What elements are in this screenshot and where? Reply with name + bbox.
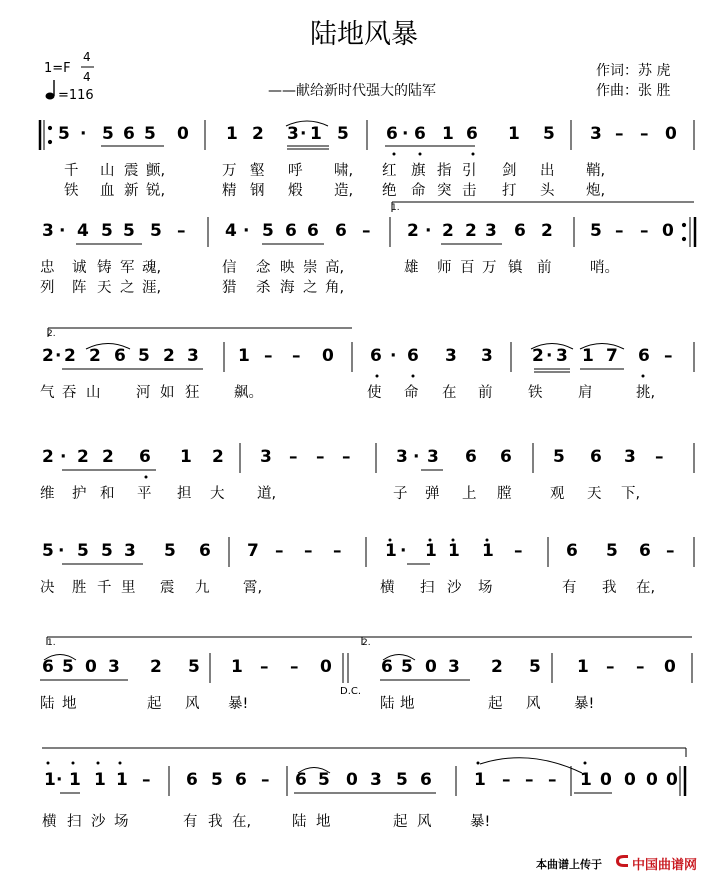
note: –	[260, 657, 269, 677]
lyric: 师	[437, 260, 452, 276]
lyric: 红	[382, 163, 397, 179]
note: 2	[541, 221, 553, 241]
note: 1	[69, 770, 81, 790]
lyric: 陆	[40, 696, 55, 712]
lyric: 钢	[250, 183, 265, 199]
lyric: 锐,	[146, 183, 166, 199]
lyric: 挑,	[636, 385, 656, 401]
lyric: 百	[460, 260, 475, 276]
lyric: 我	[602, 580, 617, 596]
note: 1	[425, 541, 437, 561]
lyric: 大	[210, 486, 225, 502]
lyric: 造,	[334, 183, 354, 199]
lyric: 指	[437, 163, 452, 179]
note-dot: ·	[56, 770, 63, 790]
lyric: 旗	[411, 163, 426, 179]
lyric: 军	[120, 260, 135, 276]
lyric: 有	[183, 814, 198, 830]
lyric: 阵	[72, 280, 87, 296]
lyric: 天	[587, 486, 602, 502]
lyric: 气	[40, 385, 55, 401]
note: 2	[465, 221, 477, 241]
lyric: 诚	[72, 260, 87, 276]
note: 2	[212, 447, 224, 467]
lyric: 平	[137, 486, 152, 502]
note: 1	[231, 657, 243, 677]
lyric: 镇	[508, 260, 523, 276]
note: 2	[77, 447, 89, 467]
lyric: 地	[316, 814, 331, 830]
lyric: 横	[380, 580, 395, 596]
lyric: 海	[280, 280, 295, 296]
lyric: 高,	[325, 260, 345, 276]
footer-site-logo[interactable]: 中国曲谱网	[632, 858, 698, 873]
lyric: 沙	[447, 580, 462, 596]
note: 1	[582, 346, 594, 366]
lyric: 扫	[420, 580, 435, 596]
lyric: 肩	[578, 385, 593, 401]
note: 3	[481, 346, 493, 366]
da-capo-mark: D.C.	[340, 686, 362, 697]
lyric: 命	[411, 183, 426, 199]
note-dot: ·	[400, 541, 407, 561]
note: 1	[580, 770, 592, 790]
lyric: 突	[437, 183, 452, 199]
note: –	[292, 346, 301, 366]
note: 6	[235, 770, 247, 790]
note: 6	[639, 541, 651, 561]
note: 6	[465, 447, 477, 467]
note: 3	[396, 447, 408, 467]
lyric: 角,	[325, 280, 345, 296]
note: 6	[335, 221, 347, 241]
note: 3	[260, 447, 272, 467]
lyric: 万	[482, 260, 497, 276]
note: 3	[42, 221, 54, 241]
lyric: 猎	[222, 280, 237, 296]
lyric: 铁	[64, 183, 79, 199]
note: 6	[114, 346, 126, 366]
lyric: 绝	[382, 183, 397, 199]
lyric: 起	[393, 814, 408, 830]
note: 5	[102, 124, 114, 144]
note: 6	[500, 447, 512, 467]
lyric: 煅	[288, 183, 303, 199]
note: 6	[514, 221, 526, 241]
note: 1	[442, 124, 454, 144]
note-dot: ·	[300, 124, 307, 144]
note: 6	[466, 124, 478, 144]
note: –	[289, 447, 298, 467]
note: 0	[177, 124, 189, 144]
note: –	[640, 124, 649, 144]
note: –	[333, 541, 342, 561]
note: 6	[285, 221, 297, 241]
note: –	[640, 221, 649, 241]
note: 6	[590, 447, 602, 467]
note: 5	[211, 770, 223, 790]
note-dot: ·	[60, 447, 67, 467]
lyric: 崇	[303, 260, 318, 276]
lyric: 横	[42, 814, 57, 830]
volta-1-label-line6: 1.	[47, 638, 56, 648]
footer-uploaded-text: 本曲谱上传于	[536, 858, 602, 871]
note: –	[615, 221, 624, 241]
song-title: 陆地风暴	[310, 19, 418, 50]
note: –	[342, 447, 351, 467]
note: 1	[226, 124, 238, 144]
note: 5	[58, 124, 70, 144]
note: 5	[164, 541, 176, 561]
note: 0	[320, 657, 332, 677]
lyric: 决	[40, 580, 55, 596]
note: 5	[553, 447, 565, 467]
note: 2	[163, 346, 175, 366]
note-dot: ·	[546, 346, 553, 366]
lyric: 忠	[40, 260, 55, 276]
lyric: 引	[462, 163, 477, 179]
lyric: 我	[208, 814, 223, 830]
lyric: 护	[72, 486, 87, 502]
lyric: 出	[540, 163, 555, 179]
lyric: 胜	[72, 580, 87, 596]
volta-1-label: 1.	[391, 203, 400, 213]
note: 4	[225, 221, 237, 241]
note: 6	[381, 657, 393, 677]
note: 2	[150, 657, 162, 677]
lyric: 有	[562, 580, 577, 596]
lyric: 雄	[404, 260, 419, 276]
note: 1	[577, 657, 589, 677]
lyric: 暴!	[228, 696, 249, 712]
note: 2	[252, 124, 264, 144]
note-dot: ·	[80, 124, 87, 144]
note: 3	[370, 770, 382, 790]
dedication: ——献给新时代强大的陆军	[268, 83, 436, 99]
lyric: 地	[400, 696, 415, 712]
lyricist: 作词：苏 虎	[596, 63, 671, 79]
lyric: 打	[502, 183, 517, 199]
lyric: 九	[195, 580, 210, 596]
note: 3	[485, 221, 497, 241]
note: 1	[310, 124, 322, 144]
note: 6	[414, 124, 426, 144]
note: 5	[318, 770, 330, 790]
note: 5	[138, 346, 150, 366]
lyric: 映	[280, 260, 295, 276]
note: 0	[665, 124, 677, 144]
note: 2	[407, 221, 419, 241]
note: 5	[529, 657, 541, 677]
note: 0	[346, 770, 358, 790]
lyric: 啸,	[334, 163, 354, 179]
note-dot: ·	[243, 221, 250, 241]
lyric: 道,	[257, 486, 277, 502]
lyric: 前	[478, 385, 493, 401]
note: 3	[590, 124, 602, 144]
note: 5	[42, 541, 54, 561]
lyric: 铸	[97, 260, 112, 276]
lyric: 下,	[621, 486, 641, 502]
note: 6	[420, 770, 432, 790]
note: 6	[139, 447, 151, 467]
note: 2	[532, 346, 544, 366]
note: –	[514, 541, 523, 561]
lyric: 风	[185, 696, 200, 712]
site-logo-icon	[614, 853, 630, 867]
note: –	[606, 657, 615, 677]
note: 5	[262, 221, 274, 241]
lyric: 在,	[636, 580, 656, 596]
lyric: 魂,	[142, 260, 162, 276]
tempo-marking: =116	[58, 88, 94, 103]
note: –	[275, 541, 284, 561]
note-dot: ·	[402, 124, 409, 144]
lyric: 山	[86, 385, 101, 401]
lyric: 担	[177, 486, 192, 502]
lyric: 天	[97, 280, 112, 296]
note: 2	[442, 221, 454, 241]
note: –	[290, 657, 299, 677]
volta-2-label-line6: 2.	[362, 638, 371, 648]
note: 0	[666, 770, 678, 790]
note: 5	[101, 221, 113, 241]
note: 0	[85, 657, 97, 677]
lyric: 前	[537, 260, 552, 276]
note: 5	[606, 541, 618, 561]
lyric: 和	[100, 486, 115, 502]
lyric: 陆	[380, 696, 395, 712]
lyric: 维	[40, 486, 55, 502]
lyric: 呼	[288, 163, 303, 179]
note: –	[304, 541, 313, 561]
time-signature-bottom: 4	[83, 70, 91, 84]
lyric: 弹	[425, 486, 440, 502]
note: –	[548, 770, 557, 790]
lyric: 风	[526, 696, 541, 712]
note-dot: ·	[55, 346, 62, 366]
lyric: 震	[124, 163, 139, 179]
lyric: 吞	[62, 385, 77, 401]
note: 2	[491, 657, 503, 677]
note: 7	[606, 346, 618, 366]
note: 1	[94, 770, 106, 790]
note: 3	[124, 541, 136, 561]
note: 2	[64, 346, 76, 366]
note: 0	[664, 657, 676, 677]
lyric: 陆	[292, 814, 307, 830]
lyric: 震	[160, 580, 175, 596]
lyric: 观	[550, 486, 565, 502]
note: 0	[425, 657, 437, 677]
note: 5	[62, 657, 74, 677]
note: 2	[42, 346, 54, 366]
note: 5	[77, 541, 89, 561]
note: 5	[150, 221, 162, 241]
note: 5	[188, 657, 200, 677]
lyric: 万	[222, 163, 237, 179]
note: 1	[116, 770, 128, 790]
note: 5	[101, 541, 113, 561]
note: 5	[543, 124, 555, 144]
note: –	[502, 770, 511, 790]
lyric: 霄,	[243, 580, 263, 596]
note: 1	[448, 541, 460, 561]
lyric: 沙	[91, 814, 106, 830]
note-dot: ·	[58, 541, 65, 561]
lyric: 命	[404, 385, 419, 401]
note: –	[666, 541, 675, 561]
note: 3	[556, 346, 568, 366]
note: 3	[624, 447, 636, 467]
note: 7	[247, 541, 259, 561]
lyric: 之	[120, 280, 135, 296]
key-signature: 1=F	[44, 61, 71, 76]
note: 1	[482, 541, 494, 561]
note: 1	[44, 770, 56, 790]
note: 6	[370, 346, 382, 366]
note: 5	[123, 221, 135, 241]
lyric: 扫	[67, 814, 82, 830]
note: 1	[474, 770, 486, 790]
note: 5	[401, 657, 413, 677]
note: 6	[199, 541, 211, 561]
lyric: 场	[478, 580, 493, 596]
note: 6	[295, 770, 307, 790]
note: –	[362, 221, 371, 241]
lyric: 涯,	[142, 280, 162, 296]
lyric: 起	[488, 696, 503, 712]
lyric: 杀	[256, 280, 271, 296]
quarter-note-icon	[46, 93, 54, 99]
note: –	[177, 221, 186, 241]
lyric: 列	[40, 280, 55, 296]
note: 0	[646, 770, 658, 790]
lyric: 击	[462, 183, 477, 199]
lyric: 在	[442, 385, 457, 401]
note: –	[525, 770, 534, 790]
lyric: 起	[147, 696, 162, 712]
lyric: 膛	[497, 486, 512, 502]
note: 0	[322, 346, 334, 366]
lyric: 剑	[502, 163, 517, 179]
note: 6	[186, 770, 198, 790]
lyric: 铁	[528, 385, 543, 401]
lyric: 暴!	[470, 814, 491, 830]
note: 3	[187, 346, 199, 366]
note-dot: ·	[59, 221, 66, 241]
lyric: 山	[100, 163, 115, 179]
note: 6	[386, 124, 398, 144]
lyric: 河	[136, 385, 151, 401]
note: 5	[396, 770, 408, 790]
lyric: 之	[303, 280, 318, 296]
lyric: 暴!	[574, 696, 595, 712]
lyric: 飙。	[234, 385, 263, 401]
note: 5	[590, 221, 602, 241]
note: 1	[508, 124, 520, 144]
note: 2	[42, 447, 54, 467]
note-dot: ·	[425, 221, 432, 241]
note: –	[655, 447, 664, 467]
note: 6	[566, 541, 578, 561]
lyric: 念	[256, 260, 271, 276]
lyric: 哨。	[590, 260, 619, 276]
lyric: 头	[540, 183, 555, 199]
lyric: 千	[97, 580, 112, 596]
lyric: 炮,	[586, 183, 606, 199]
composer: 作曲：张 胜	[596, 83, 671, 99]
note: –	[636, 657, 645, 677]
note: 2	[102, 447, 114, 467]
note: 3	[108, 657, 120, 677]
note: 6	[123, 124, 135, 144]
lyric: 鞘,	[586, 163, 606, 179]
lyric: 场	[114, 814, 129, 830]
note: 3	[448, 657, 460, 677]
lyric: 地	[62, 696, 77, 712]
note: 0	[662, 221, 674, 241]
note: 6	[638, 346, 650, 366]
lyric: 颤,	[146, 163, 166, 179]
note: –	[142, 770, 151, 790]
lyric: 狂	[185, 385, 200, 401]
lyric: 壑	[250, 163, 265, 179]
note: 0	[600, 770, 612, 790]
lyric: 子	[393, 486, 408, 502]
note: –	[615, 124, 624, 144]
note: –	[261, 770, 270, 790]
note: 3	[445, 346, 457, 366]
note: 6	[42, 657, 54, 677]
lyric: 里	[121, 580, 136, 596]
note: 1	[180, 447, 192, 467]
note: 5	[144, 124, 156, 144]
lyric: 上	[462, 486, 477, 502]
note: 3	[427, 447, 439, 467]
note-dot: ·	[390, 346, 397, 366]
lyric: 精	[222, 183, 237, 199]
lyric: 血	[100, 183, 115, 199]
note: 1	[385, 541, 397, 561]
note: –	[316, 447, 325, 467]
lyric: 使	[367, 385, 382, 401]
note: 6	[407, 346, 419, 366]
note: 1	[238, 346, 250, 366]
note-dot: ·	[413, 447, 420, 467]
lyric: 在,	[232, 814, 252, 830]
note: –	[264, 346, 273, 366]
note: 6	[307, 221, 319, 241]
note: 3	[287, 124, 299, 144]
time-signature-top: 4	[83, 50, 91, 64]
note: 5	[337, 124, 349, 144]
lyric: 风	[417, 814, 432, 830]
note: –	[664, 346, 673, 366]
note: 4	[77, 221, 89, 241]
volta-2-label: 2.	[47, 329, 56, 339]
note: 0	[624, 770, 636, 790]
lyric: 新	[124, 183, 139, 199]
lyric: 信	[222, 260, 237, 276]
note: 2	[89, 346, 101, 366]
lyric: 千	[64, 163, 79, 179]
lyric: 如	[160, 385, 175, 401]
